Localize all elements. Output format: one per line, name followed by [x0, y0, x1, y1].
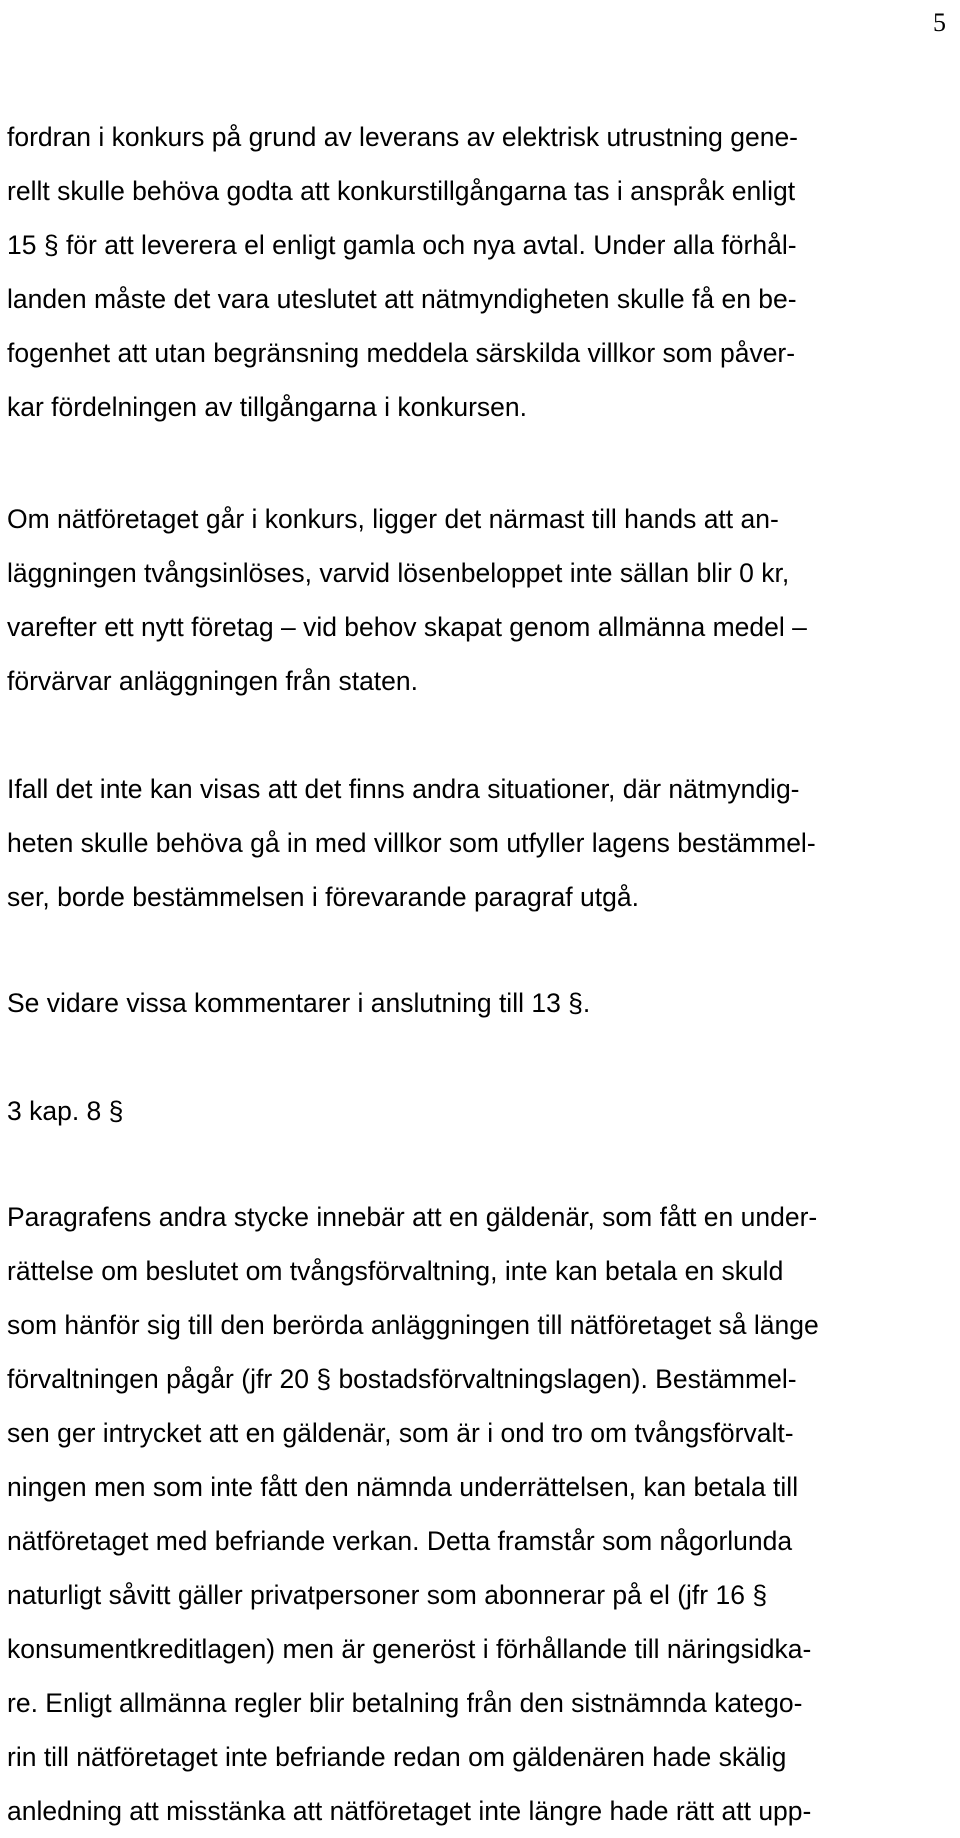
text-line: Paragrafens andra stycke innebär att en gäldenär, som fått en under- [7, 1202, 818, 1232]
paragraph [7, 1190, 927, 1838]
paragraph [7, 762, 927, 924]
section-heading [7, 1084, 927, 1138]
text-line: förvärvar anläggningen från staten. [7, 666, 419, 696]
text-line: ningen men som inte fått den nämnda underrättelsen, kan betala till [7, 1472, 799, 1502]
text-line: ser, borde bestämmelsen i förevarande paragraf utgå. [7, 882, 639, 912]
text-line: landen måste det vara uteslutet att nätmyndigheten skulle få en be- [7, 284, 797, 314]
page-number: 5 [933, 8, 946, 37]
text-line: fogenhet att utan begränsning meddela särskilda villkor som påver- [7, 338, 796, 368]
text-line: 15 § för att leverera el enligt gamla och nya avtal. Under alla förhål- [7, 230, 797, 260]
text-line: kar fördelningen av tillgångarna i konkursen. [7, 392, 528, 422]
text-line: fordran i konkurs på grund av leverans av elektrisk utrustning gene- [7, 122, 799, 152]
paragraph [7, 976, 927, 1030]
text-line: nätföretaget med befriande verkan. Detta framstår som någorlunda [7, 1526, 793, 1556]
text-line: re. Enligt allmänna regler blir betalning från den sistnämnda katego- [7, 1688, 803, 1718]
paragraph [7, 110, 927, 434]
text-line: konsumentkreditlagen) men är generöst i förhållande till näringsidka- [7, 1634, 812, 1664]
text-line: rellt skulle behöva godta att konkurstillgångarna tas i anspråk enligt [7, 176, 796, 206]
text-line: Ifall det inte kan visas att det finns andra situationer, där nätmyndig- [7, 774, 800, 804]
text-line: rättelse om beslutet om tvångsförvaltning, inte kan betala en skuld [7, 1256, 784, 1286]
text-line: anledning att misstänka att nätföretaget inte längre hade rätt att upp- [7, 1796, 812, 1826]
text-line: naturligt såvitt gäller privatpersoner som abonnerar på el (jfr 16 § [7, 1580, 768, 1610]
text-line: varefter ett nytt företag – vid behov skapat genom allmänna medel – [7, 612, 807, 642]
text-line: Om nätföretaget går i konkurs, ligger det närmast till hands att an- [7, 504, 779, 534]
text-line: sen ger intrycket att en gäldenär, som är i ond tro om tvångsförvalt- [7, 1418, 794, 1448]
text-line: Se vidare vissa kommentarer i anslutning till 13 §. [7, 988, 591, 1018]
paragraph [7, 492, 927, 708]
text-line: rin till nätföretaget inte befriande redan om gäldenären hade skälig [7, 1742, 787, 1772]
text-line: 3 kap. 8 § [7, 1096, 124, 1126]
text-line: läggningen tvångsinlöses, varvid lösenbeloppet inte sällan blir 0 kr, [7, 558, 790, 588]
text-line: som hänför sig till den berörda anläggningen till nätföretaget så länge [7, 1310, 819, 1340]
text-line: heten skulle behöva gå in med villkor som utfyller lagens bestämmel- [7, 828, 816, 858]
text-line: förvaltningen pågår (jfr 20 § bostadsförvaltningslagen). Bestämmel- [7, 1364, 797, 1394]
